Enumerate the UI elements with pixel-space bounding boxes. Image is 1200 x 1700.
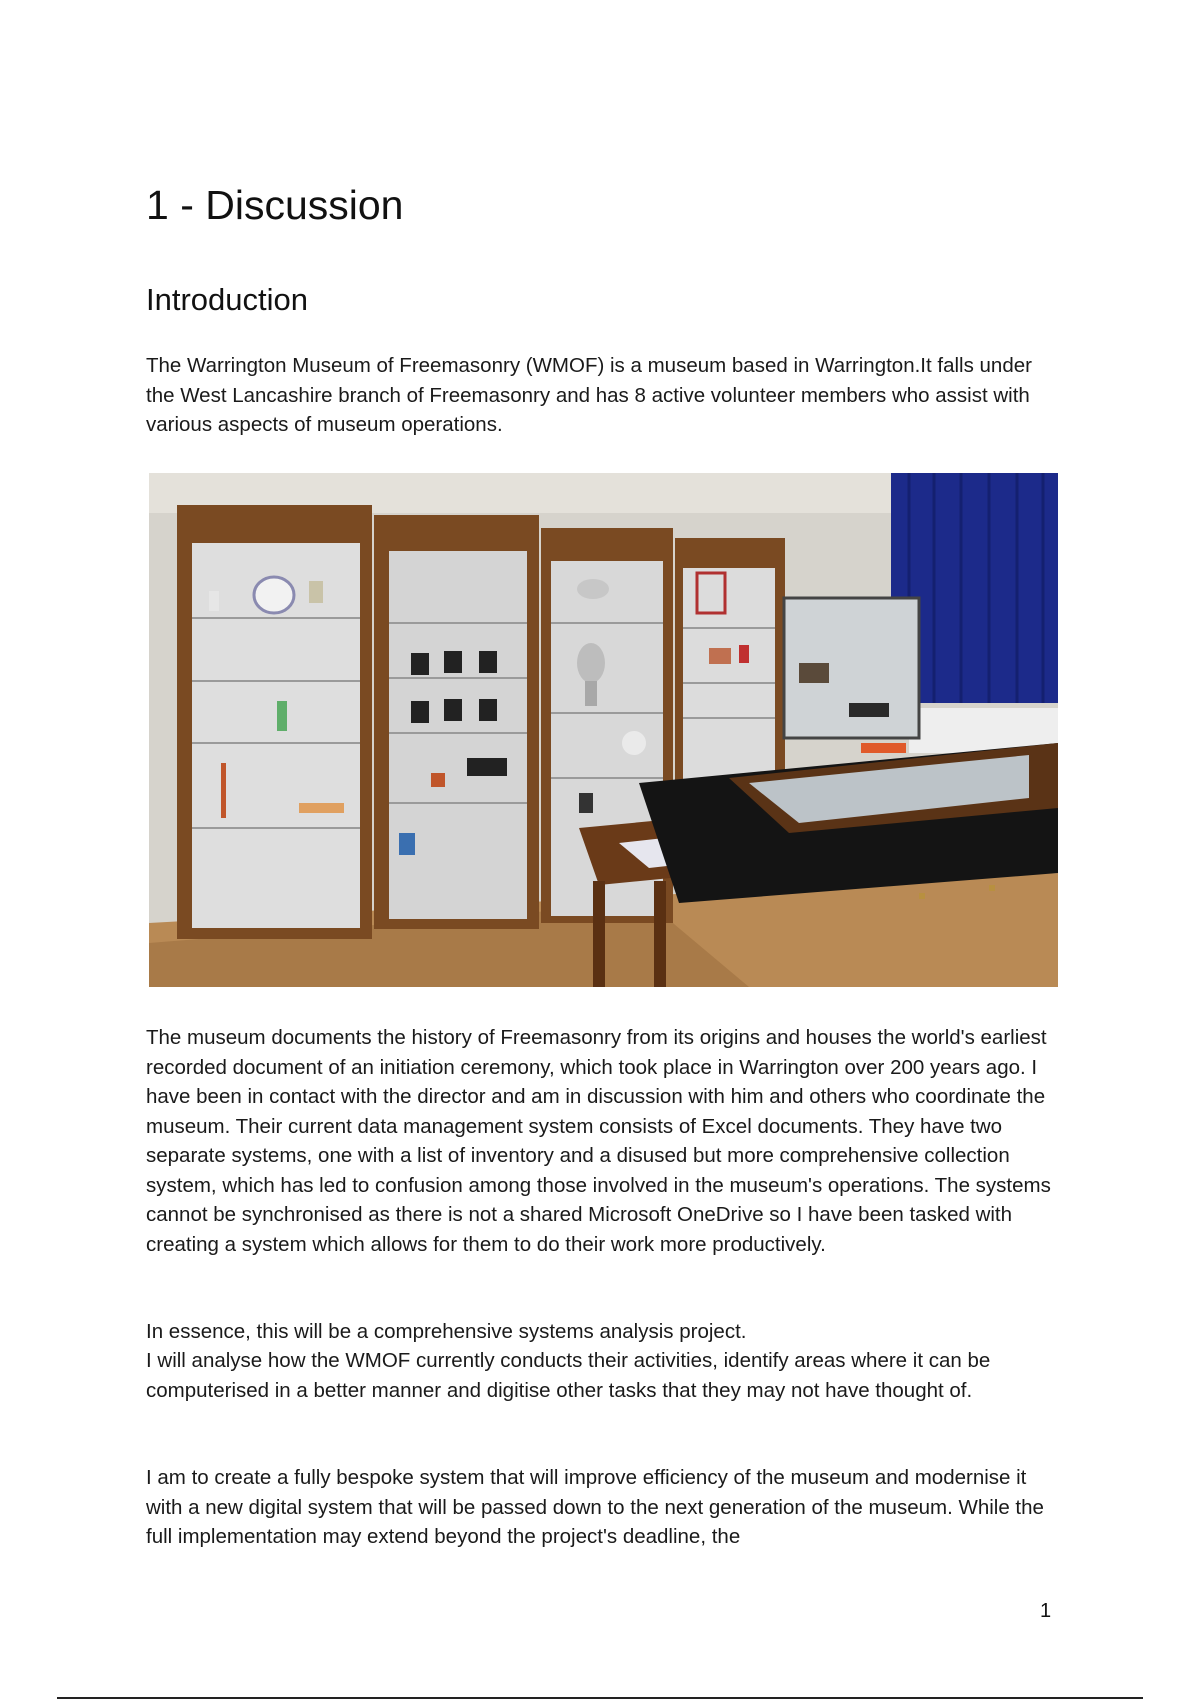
intro-paragraph: The Warrington Museum of Freemasonry (WMOF) is a museum based in Warrington.It falls under the West Lancashire branch of Freemasonry and has 8 active volunteer members who assist with various aspects of museum operations. (146, 354, 1032, 436)
museum-display-photo (149, 473, 1058, 987)
history-paragraph: The museum documents the history of Freemasonry from its origins and houses the world's earliest recorded document of an initiation ceremony, which took place in Warrington over 200 years ago. I have been in contact with the director and am in discussion with him and others who coordinate the museum. Their current data management system consists of Excel documents. They have two separate systems, one with a list of inventory and a disused but more comprehensive collection system, which has led to confusion among those involved in the museum's operations. The systems cannot be synchronised as there is not a shared Microsoft OneDrive so I have been tasked with creating a system which allows for them to do their work more productively. (146, 1026, 1051, 1256)
page-number: 1 (1040, 1600, 1052, 1622)
page-title: 1 - Discussion (146, 182, 404, 228)
bespoke-system-paragraph: I am to create a fully bespoke system that will improve efficiency of the museum and modernise it with a new digital system that will be passed down to the next generation of the museum. While the full implementation may extend beyond the project's deadline, the (146, 1466, 1044, 1548)
section-title: Introduction (146, 282, 308, 317)
essence-line: In essence, this will be a comprehensive systems analysis project. (146, 1320, 747, 1343)
analysis-paragraph: I will analyse how the WMOF currently conducts their activities, identify areas where it can be computerised in a better manner and digitise other tasks that they may not have thought of. (146, 1349, 991, 1402)
footer-divider (57, 1697, 1143, 1699)
